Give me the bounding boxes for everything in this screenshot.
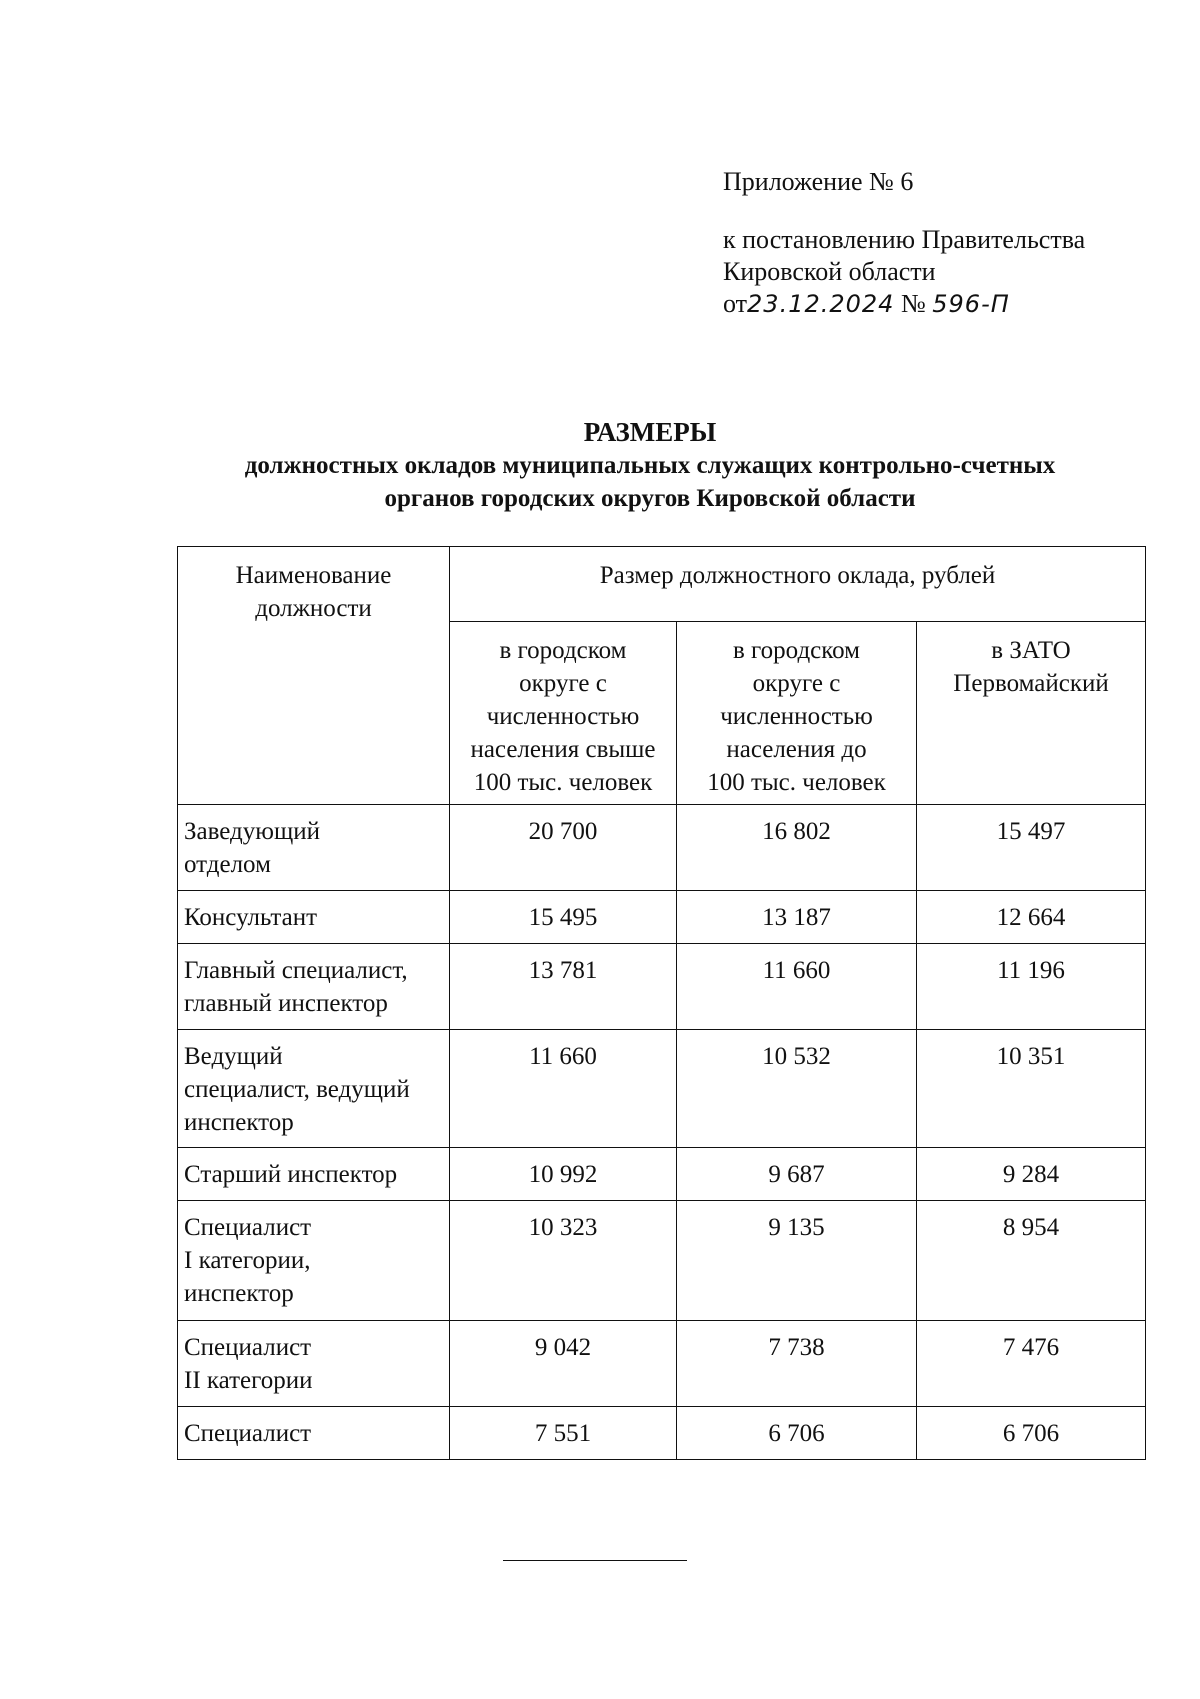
title-main: РАЗМЕРЫ <box>583 417 717 447</box>
salary-small-city: 10 532 <box>677 1030 917 1148</box>
salary-large-city: 15 495 <box>450 891 677 944</box>
appendix-resolution: к постановлению Правительства <box>723 225 1086 254</box>
salary-zato: 11 196 <box>917 944 1146 1030</box>
salary-zato: 6 706 <box>917 1407 1146 1460</box>
appendix-number: Приложение № 6 <box>723 167 914 196</box>
salary-small-city: 11 660 <box>677 944 917 1030</box>
salary-small-city: 9 135 <box>677 1201 917 1321</box>
table-row <box>178 891 1146 944</box>
salary-small-city: 6 706 <box>677 1407 917 1460</box>
salary-large-city: 11 660 <box>450 1030 677 1148</box>
salary-zato: 8 954 <box>917 1201 1146 1321</box>
position-name: Главный специалист, главный инспектор <box>178 944 450 1030</box>
number-label: № <box>900 289 926 318</box>
title-sub-2: органов городских округов Кировской области <box>384 485 916 512</box>
end-rule <box>503 1560 687 1561</box>
from-label: от <box>723 289 748 318</box>
header-col-zato: в ЗАТО Первомайский <box>917 622 1146 805</box>
salary-zato: 9 284 <box>917 1148 1146 1201</box>
position-name: Ведущий специалист, ведущий инспектор <box>178 1030 450 1148</box>
salary-zato: 12 664 <box>917 891 1146 944</box>
document-title <box>150 415 1150 515</box>
salary-zato: 7 476 <box>917 1321 1146 1407</box>
salary-table <box>177 546 1146 1460</box>
handwritten-number: 596-П <box>932 290 1010 318</box>
handwritten-date: 23.12.2024 <box>747 290 895 318</box>
header-col-large-city: в городском округе с численностью населения свыше 100 тыс. человек <box>450 622 677 805</box>
table-row <box>178 1407 1146 1460</box>
salary-large-city: 20 700 <box>450 805 677 891</box>
position-name: Специалист I категории, инспектор <box>178 1201 450 1321</box>
salary-zato: 15 497 <box>917 805 1146 891</box>
salary-large-city: 13 781 <box>450 944 677 1030</box>
appendix-region: Кировской области <box>723 257 936 286</box>
position-name: Специалист II категории <box>178 1321 450 1407</box>
table-row <box>178 805 1146 891</box>
salary-large-city: 10 992 <box>450 1148 677 1201</box>
position-name: Специалист <box>178 1407 450 1460</box>
salary-small-city: 7 738 <box>677 1321 917 1407</box>
header-position: Наименование должности <box>178 547 450 805</box>
salary-large-city: 7 551 <box>450 1407 677 1460</box>
salary-large-city: 9 042 <box>450 1321 677 1407</box>
header-salary-size: Размер должностного оклада, рублей <box>450 547 1146 622</box>
position-name: Заведующий отделом <box>178 805 450 891</box>
salary-small-city: 13 187 <box>677 891 917 944</box>
table-row <box>178 944 1146 1030</box>
appendix-date-line <box>723 288 1085 320</box>
table-row <box>178 1030 1146 1148</box>
position-name: Консультант <box>178 891 450 944</box>
salary-zato: 10 351 <box>917 1030 1146 1148</box>
appendix-block <box>723 166 1085 320</box>
header-col-small-city: в городском округе с численностью населения до 100 тыс. человек <box>677 622 917 805</box>
position-name: Старший инспектор <box>178 1148 450 1201</box>
table-row <box>178 1201 1146 1321</box>
title-sub-1: должностных окладов муниципальных служащих контрольно-счетных <box>244 452 1056 479</box>
table-row <box>178 1148 1146 1201</box>
salary-small-city: 9 687 <box>677 1148 917 1201</box>
salary-small-city: 16 802 <box>677 805 917 891</box>
header-row <box>178 547 1146 622</box>
salary-large-city: 10 323 <box>450 1201 677 1321</box>
table-row <box>178 1321 1146 1407</box>
